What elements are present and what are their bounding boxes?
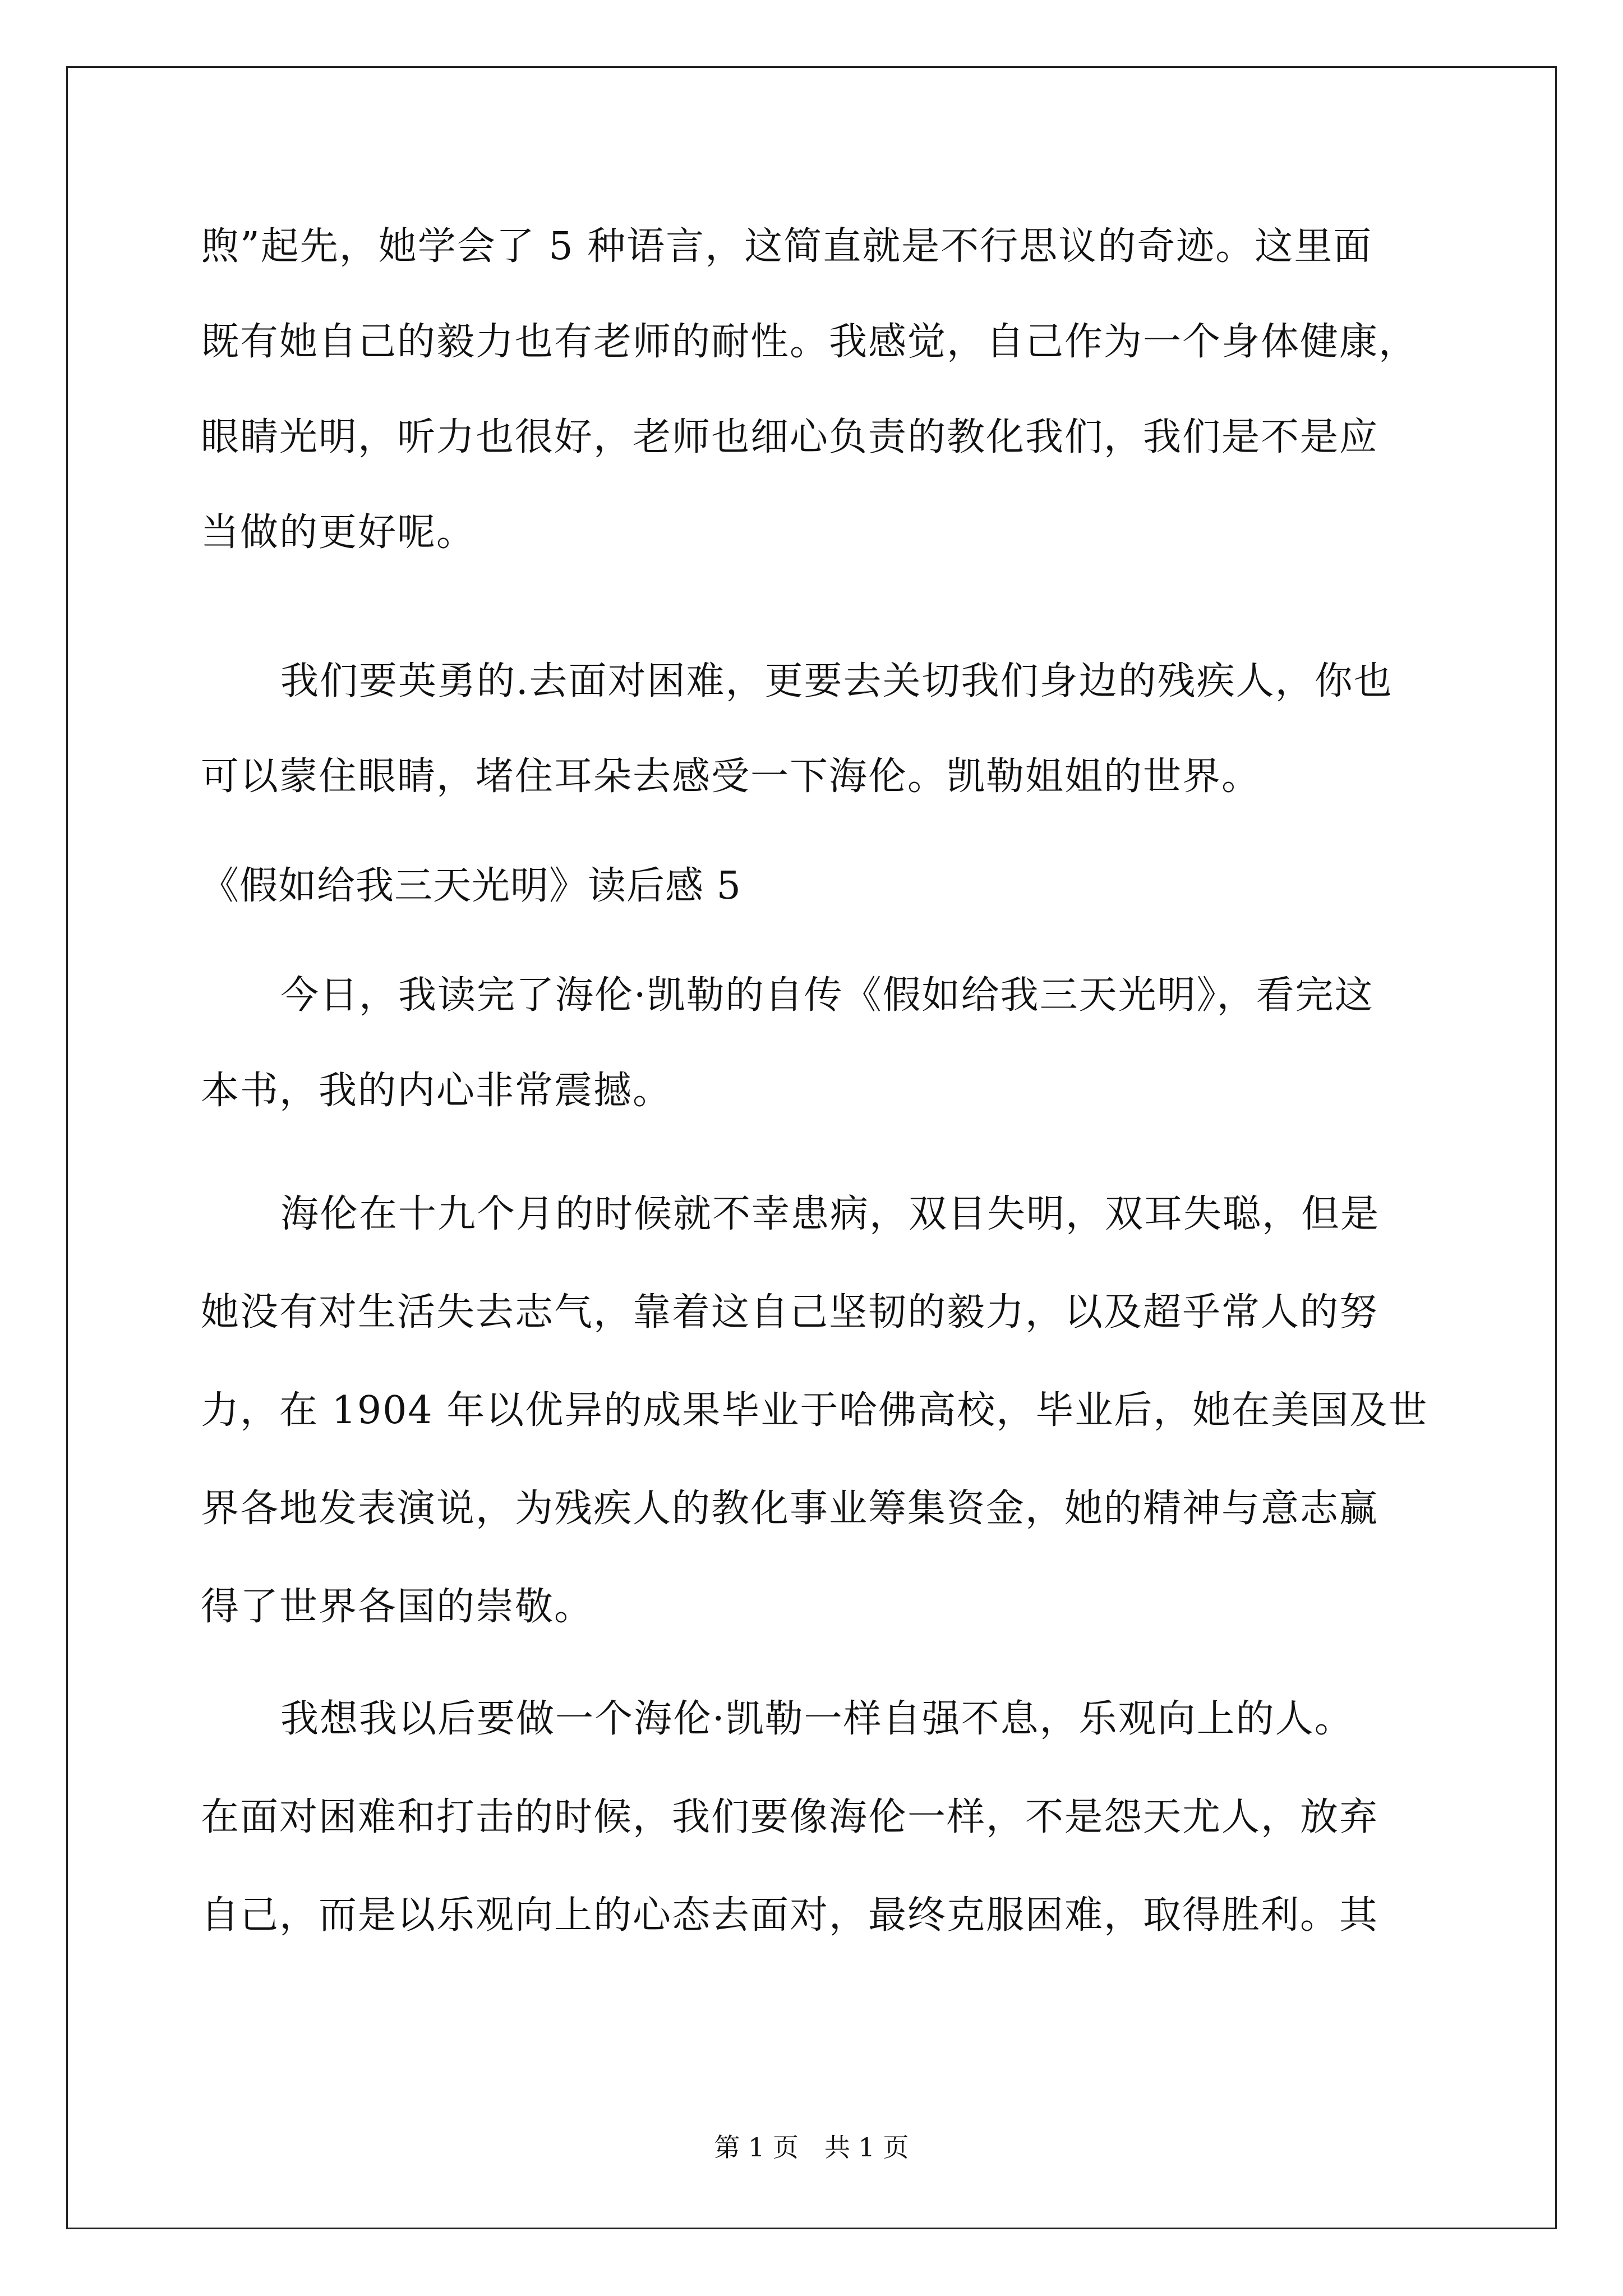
text-line: 煦”起先，她学会了 5 种语言，这简直就是不行思议的奇迹。这里面	[201, 224, 1373, 269]
text-line: 在面对困难和打击的时候，我们要像海伦一样，不是怨天尤人，放弃	[201, 1795, 1379, 1839]
paragraph-start: 今日，我读完了海伦·凯勒的自传《假如给我三天光明》，看完这	[280, 973, 1374, 1018]
paragraph-start: 海伦在十九个月的时候就不幸患病，双目失明，双耳失聪，但是	[280, 1192, 1380, 1236]
section-heading: 《假如给我三天光明》读后感 5	[201, 864, 741, 908]
text-line: 可以蒙住眼睛，堵住耳朵去感受一下海伦。凯勒姐姐的世界。	[201, 754, 1261, 799]
text-line: 眼睛光明，听力也很好，老师也细心负责的教化我们，我们是不是应	[201, 415, 1379, 459]
text-line: 得了世界各国的崇敬。	[201, 1585, 594, 1629]
text-line: 力，在 1904 年以优异的成果毕业于哈佛高校，毕业后，她在美国及世	[201, 1388, 1428, 1433]
text-line: 自己，而是以乐观向上的心态去面对，最终克服困难，取得胜利。其	[201, 1893, 1379, 1938]
text-line: 既有她自己的毅力也有老师的耐性。我感觉，自己作为一个身体健康，	[201, 320, 1418, 364]
text-line: 当做的更好呢。	[201, 510, 476, 555]
text-line: 界各地发表演说，为残疾人的教化事业筹集资金，她的精神与意志赢	[201, 1487, 1379, 1531]
paragraph-start: 我们要英勇的.去面对困难，更要去关切我们身边的残疾人，你也	[280, 659, 1393, 703]
text-line: 她没有对生活失去志气，靠着这自己坚韧的毅力，以及超乎常人的努	[201, 1290, 1379, 1335]
text-line: 本书，我的内心非常震撼。	[201, 1069, 672, 1113]
page-number: 第 1 页 共 1 页	[714, 2132, 909, 2162]
paragraph-start: 我想我以后要做一个海伦·凯勒一样自强不息，乐观向上的人。	[280, 1697, 1354, 1741]
